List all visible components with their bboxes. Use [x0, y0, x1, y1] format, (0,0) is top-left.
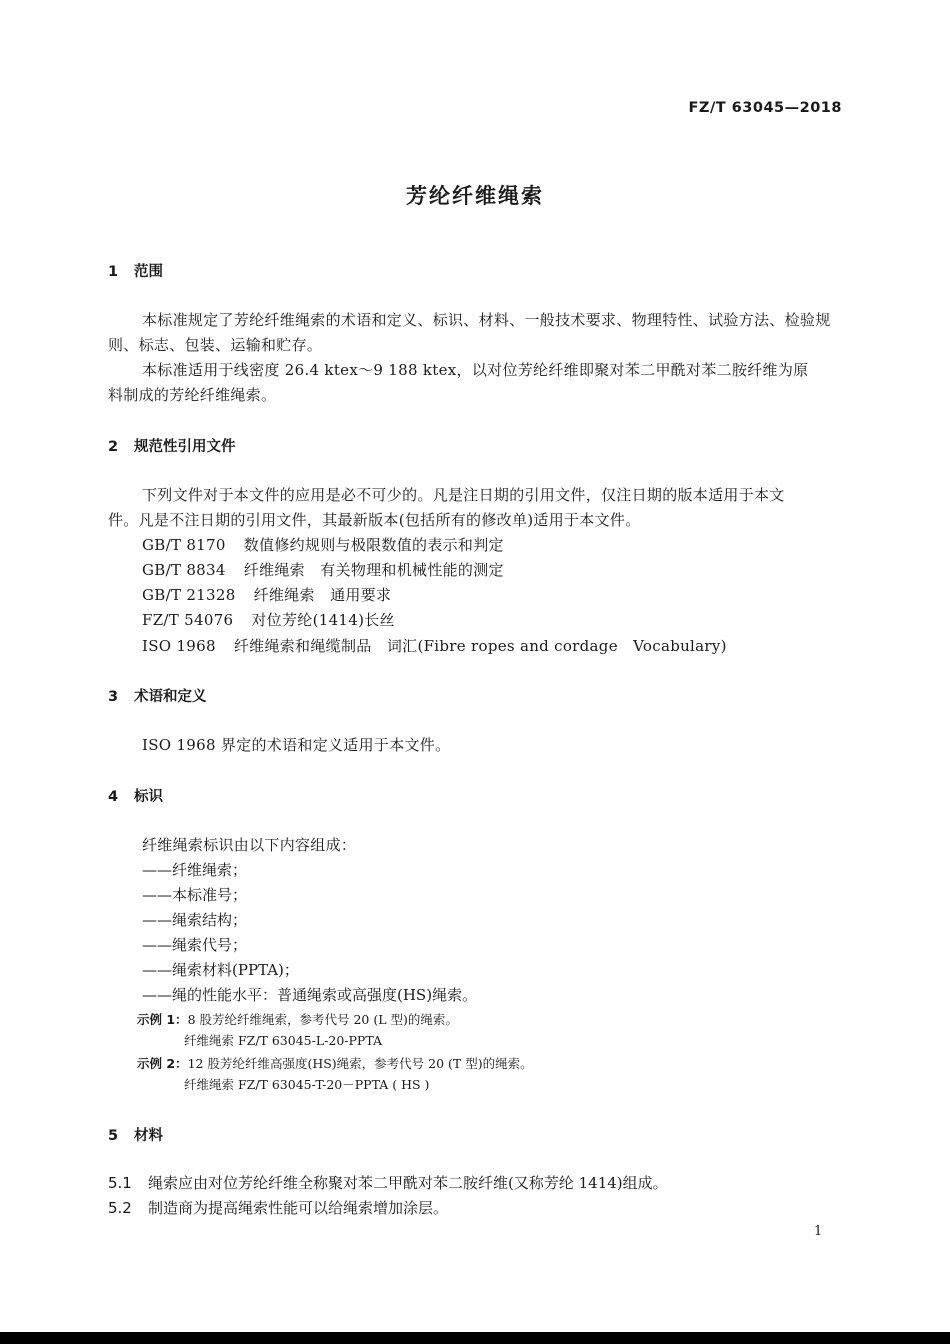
section-title: 规范性引用文件: [134, 439, 236, 455]
section-2-heading: [108, 435, 236, 456]
subclause-text: 绳索应由对位芳纶纤维全称聚对苯二甲酰对苯二胺纤维(又称芳纶 1414)组成。: [148, 1174, 668, 1192]
paragraph-line: 下列文件对于本文件的应用是必不可少的。凡是注日期的引用文件，仅注日期的版本适用于本文: [142, 486, 785, 504]
reference-item: [142, 584, 391, 605]
reference-item: [142, 559, 504, 580]
paragraph-line: ISO 1968 界定的术语和定义适用于本文件。: [142, 736, 451, 754]
example-text: 12 股芳纶纤维高强度(HS)绳索，参考代号 20 (T 型)的绳索。: [187, 1056, 533, 1071]
list-item: ——绳的性能水平：普通绳索或高强度(HS)绳索。: [142, 986, 478, 1004]
subclause-number: 5.2: [108, 1199, 132, 1217]
page-number: 1: [814, 1224, 823, 1239]
reference-item: [142, 635, 727, 656]
paragraph-line: 本标准适用于线密度 26.4 ktex～9 188 ktex，以对位芳纶纤维即聚对苯二甲酰对苯二胺纤维为原: [142, 361, 809, 379]
section-4-heading: [108, 785, 163, 806]
list-item: ——绳索代号；: [142, 936, 248, 954]
example-label: 示例 2：: [137, 1056, 188, 1071]
paragraph-line: 纤维绳索标识由以下内容组成：: [142, 836, 357, 854]
section-number: 1: [108, 264, 119, 280]
example-2: [137, 1054, 533, 1072]
section-number: 5: [108, 1128, 119, 1144]
reference-title: 纤维绳索 有关物理和机械性能的测定: [243, 561, 504, 579]
reference-code: ISO 1968: [142, 637, 216, 655]
section-1-heading: [108, 260, 163, 281]
reference-code: GB/T 8834: [142, 561, 226, 579]
reference-item: [142, 534, 504, 555]
example-text: 8 股芳纶纤维绳索，参考代号 20 (L 型)的绳索。: [187, 1012, 458, 1027]
list-item: ——纤维绳索；: [142, 861, 248, 879]
reference-code: FZ/T 54076: [142, 611, 234, 629]
section-number: 4: [108, 789, 119, 805]
subclause-number: 5.1: [108, 1174, 132, 1192]
section-5-heading: [108, 1124, 163, 1145]
paragraph-line: 本标准规定了芳纶纤维绳索的术语和定义、标识、材料、一般技术要求、物理特性、试验方法、检验规: [142, 311, 831, 329]
paragraph-line: 则、标志、包装、运输和贮存。: [108, 336, 323, 354]
section-title: 材料: [134, 1128, 163, 1144]
section-title: 术语和定义: [134, 689, 207, 705]
section-number: 2: [108, 439, 119, 455]
list-item: ——绳索材料(PPTA)；: [142, 961, 299, 979]
document-title: 芳纶纤维绳索: [406, 184, 544, 208]
section-number: 3: [108, 689, 119, 705]
paragraph-line: 件。凡是不注日期的引用文件，其最新版本(包括所有的修改单)适用于本文件。: [108, 511, 641, 529]
subclause-text: 制造商为提高绳索性能可以给绳索增加涂层。: [148, 1199, 449, 1217]
example-code: 纤维绳索 FZ/T 63045-L-20-PPTA: [184, 1033, 382, 1048]
reference-code: GB/T 8170: [142, 536, 226, 554]
example-code: 纤维绳索 FZ/T 63045-T-20－PPTA ( HS ): [184, 1077, 430, 1092]
section-title: 范围: [134, 264, 163, 280]
reference-title: 数值修约规则与极限数值的表示和判定: [243, 536, 504, 554]
example-label: 示例 1：: [137, 1012, 188, 1027]
reference-title: 纤维绳索和绳缆制品 词汇(Fibre ropes and cordage Vocabulary): [233, 637, 727, 655]
reference-code: GB/T 21328: [142, 586, 236, 604]
subclause-5-1: [108, 1172, 668, 1193]
reference-title: 对位芳纶(1414)长丝: [251, 611, 395, 629]
section-title: 标识: [134, 789, 163, 805]
subclause-5-2: [108, 1197, 448, 1218]
bottom-border: [0, 1332, 950, 1344]
section-3-heading: [108, 685, 207, 706]
paragraph-line: 料制成的芳纶纤维绳索。: [108, 386, 277, 404]
standard-number: FZ/T 63045—2018: [688, 100, 842, 116]
list-item: ——绳索结构；: [142, 911, 248, 929]
example-1: [137, 1010, 458, 1028]
reference-title: 纤维绳索 通用要求: [253, 586, 392, 604]
list-item: ——本标准号；: [142, 886, 248, 904]
reference-item: [142, 609, 395, 630]
